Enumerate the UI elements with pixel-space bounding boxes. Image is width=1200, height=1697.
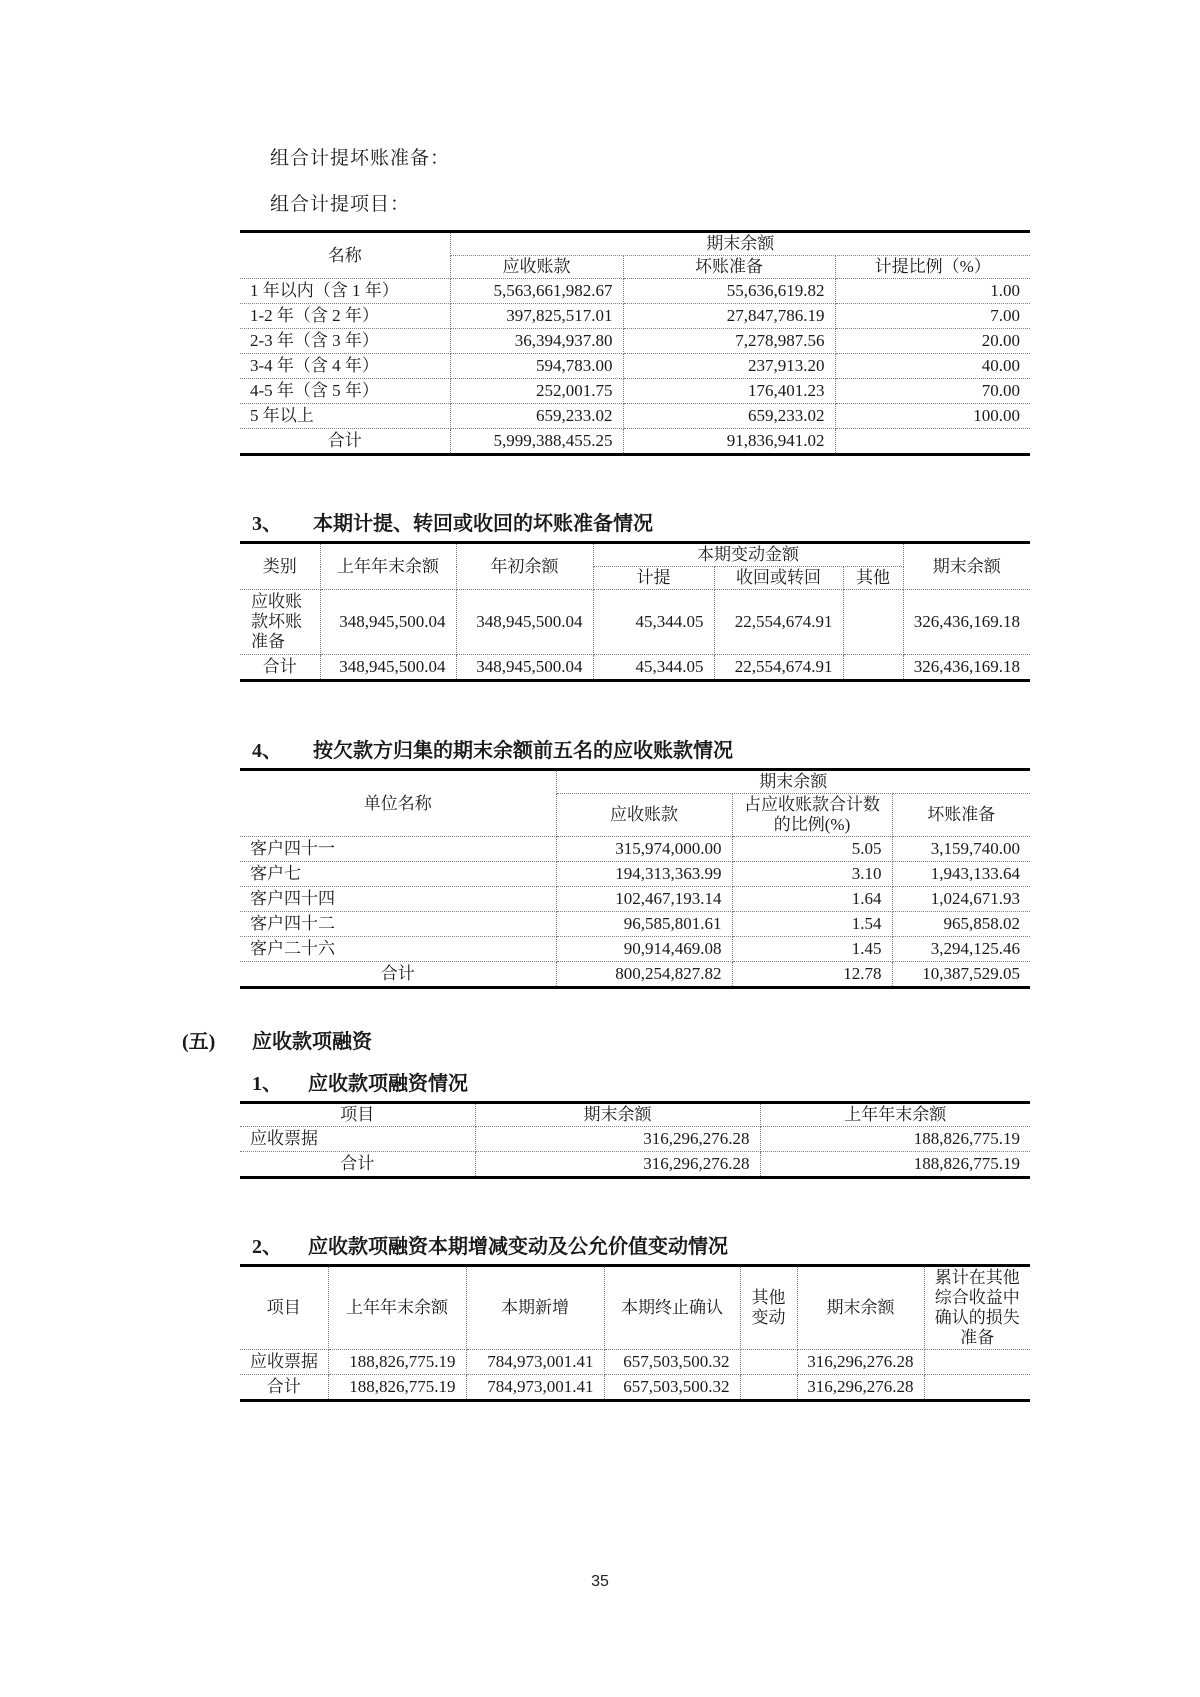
cell: 2-3 年（含 3 年） [240,329,450,354]
cell: 客户四十一 [240,837,556,862]
cell: 188,826,775.19 [760,1127,1030,1152]
section-title: 应收款项融资情况 [308,1073,468,1095]
cell: 4-5 年（含 5 年） [240,379,450,404]
cell: 55,636,619.82 [623,279,835,304]
cell: 100.00 [835,404,1030,429]
column-header: 项目 [240,1266,328,1350]
table-row [240,1350,1030,1375]
cell [924,1375,1030,1401]
top-debtors-table [240,768,1030,989]
column-header: 应收账款 [450,256,623,279]
cell: 1.54 [732,912,892,937]
cell: 102,467,193.14 [556,887,732,912]
section-title: 按欠款方归集的期末余额前五名的应收账款情况 [313,740,733,762]
section-number: (五) [182,1031,216,1053]
column-header: 期末余额 [903,543,1030,590]
cell: 20.00 [835,329,1030,354]
cell: 3-4 年（含 4 年） [240,354,450,379]
cell [843,590,903,655]
table-row [240,329,1030,354]
table-row [240,304,1030,329]
column-header: 项目 [240,1103,475,1127]
column-header: 其他变动 [740,1266,797,1350]
cell: 659,233.02 [623,404,835,429]
cell: 应收票据 [240,1350,328,1375]
column-header: 坏账准备 [892,794,1030,837]
cell: 5 年以上 [240,404,450,429]
cell [740,1350,797,1375]
table-row [240,379,1030,404]
column-header: 类别 [240,543,320,590]
cell: 252,001.75 [450,379,623,404]
column-header: 上年年末余额 [320,543,456,590]
table-row [240,279,1030,304]
cell: 188,826,775.19 [760,1152,1030,1178]
table-header-row [240,1266,1030,1350]
section-title: 应收款项融资 [252,1031,372,1053]
column-header: 上年年末余额 [760,1103,1030,1127]
cell: 397,825,517.01 [450,304,623,329]
section-number: 4、 [252,740,282,762]
table-row [240,912,1030,937]
table-total-row [240,655,1030,681]
section-number: 3、 [252,513,282,535]
section-4-heading [252,738,1200,764]
table-row [240,887,1030,912]
cell: 22,554,674.91 [714,655,843,681]
cell: 45,344.05 [593,590,714,655]
cell: 784,973,001.41 [466,1350,604,1375]
column-header: 其他 [843,567,903,590]
table-row [240,862,1030,887]
section-title: 本期计提、转回或收回的坏账准备情况 [313,513,653,535]
cell: 5,999,388,455.25 [450,429,623,455]
cell: 348,945,500.04 [320,590,456,655]
table-row [240,1127,1030,1152]
cell: 326,436,169.18 [903,590,1030,655]
section-title: 应收款项融资本期增减变动及公允价值变动情况 [308,1236,728,1258]
cell: 659,233.02 [450,404,623,429]
cell: 70.00 [835,379,1030,404]
cell: 176,401.23 [623,379,835,404]
intro-line-1: 组合计提坏账准备： [270,148,451,169]
cell: 194,313,363.99 [556,862,732,887]
table-row [240,354,1030,379]
cell: 594,783.00 [450,354,623,379]
cell: 45,344.05 [593,655,714,681]
cell [835,429,1030,455]
cell: 客户四十四 [240,887,556,912]
column-header: 期末余额 [797,1266,924,1350]
cell: 27,847,786.19 [623,304,835,329]
cell: 1,943,133.64 [892,862,1030,887]
cell: 36,394,937.80 [450,329,623,354]
section-number: 2、 [252,1236,282,1258]
table-row [240,404,1030,429]
cell: 合计 [240,1152,475,1178]
cell: 1 年以内（含 1 年） [240,279,450,304]
cell: 316,296,276.28 [475,1127,760,1152]
table-header-row [240,232,1030,256]
column-header: 计提 [593,567,714,590]
cell: 7,278,987.56 [623,329,835,354]
cell: 1,024,671.93 [892,887,1030,912]
column-header: 计提比例（%） [835,256,1030,279]
cell: 91,836,941.02 [623,429,835,455]
cell: 965,858.02 [892,912,1030,937]
cell: 348,945,500.04 [320,655,456,681]
column-group-header: 期末余额 [450,232,1030,256]
cell: 22,554,674.91 [714,590,843,655]
cell: 1.45 [732,937,892,962]
cell: 3.10 [732,862,892,887]
cell: 12.78 [732,962,892,988]
subsection-2-heading [252,1234,1200,1260]
cell [924,1350,1030,1375]
provision-change-table [240,541,1030,682]
column-group-header: 期末余额 [556,770,1030,794]
table-total-row [240,1152,1030,1178]
cell: 657,503,500.32 [604,1375,740,1401]
column-header: 名称 [240,232,450,279]
table-total-row [240,962,1030,988]
table-header-row [240,1103,1030,1127]
table-header-row [240,770,1030,794]
cell: 326,436,169.18 [903,655,1030,681]
cell: 90,914,469.08 [556,937,732,962]
intro-line-2: 组合计提项目： [270,194,411,215]
cell: 应收账款坏账准备 [240,590,320,655]
subsection-1-heading [252,1071,1200,1097]
cell: 3,159,740.00 [892,837,1030,862]
cell: 合计 [240,1375,328,1401]
cell: 合计 [240,655,320,681]
cell: 188,826,775.19 [328,1375,466,1401]
section-number: 1、 [252,1073,282,1095]
table-row [240,590,1030,655]
section-3-heading [252,511,1200,537]
cell: 188,826,775.19 [328,1350,466,1375]
cell: 5,563,661,982.67 [450,279,623,304]
column-header: 单位名称 [240,770,556,837]
table-total-row [240,1375,1030,1401]
cell: 应收票据 [240,1127,475,1152]
cell: 1.64 [732,887,892,912]
column-header: 本期新增 [466,1266,604,1350]
cell: 96,585,801.61 [556,912,732,937]
column-header: 年初余额 [456,543,593,590]
cell: 348,945,500.04 [456,655,593,681]
cell [740,1375,797,1401]
cell: 316,296,276.28 [475,1152,760,1178]
cell: 657,503,500.32 [604,1350,740,1375]
column-header: 占应收账款合计数的比例(%) [732,794,892,837]
financing-change-table [240,1264,1030,1402]
cell: 客户七 [240,862,556,887]
cell: 客户四十二 [240,912,556,937]
cell: 1.00 [835,279,1030,304]
column-header: 坏账准备 [623,256,835,279]
cell: 3,294,125.46 [892,937,1030,962]
cell: 合计 [240,962,556,988]
column-header: 本期终止确认 [604,1266,740,1350]
table-row [240,837,1030,862]
column-header: 收回或转回 [714,567,843,590]
financing-table [240,1101,1030,1179]
cell: 合计 [240,429,450,455]
column-header: 上年年末余额 [328,1266,466,1350]
cell: 784,973,001.41 [466,1375,604,1401]
cell: 316,296,276.28 [797,1375,924,1401]
table-row [240,937,1030,962]
column-group-header: 本期变动金额 [593,543,903,567]
cell [843,655,903,681]
cell: 237,913.20 [623,354,835,379]
cell: 1-2 年（含 2 年） [240,304,450,329]
table-header-row [240,543,1030,567]
cell: 5.05 [732,837,892,862]
cell: 客户二十六 [240,937,556,962]
table-total-row [240,429,1030,455]
cell: 800,254,827.82 [556,962,732,988]
cell: 7.00 [835,304,1030,329]
aging-table [240,230,1030,456]
column-header: 累计在其他综合收益中确认的损失准备 [924,1266,1030,1350]
cell: 40.00 [835,354,1030,379]
cell: 10,387,529.05 [892,962,1030,988]
cell: 315,974,000.00 [556,837,732,862]
cell: 316,296,276.28 [797,1350,924,1375]
page-number: 35 [591,1573,609,1590]
column-header: 期末余额 [475,1103,760,1127]
column-header: 应收账款 [556,794,732,837]
section-5-heading [182,1029,1200,1055]
cell: 348,945,500.04 [456,590,593,655]
